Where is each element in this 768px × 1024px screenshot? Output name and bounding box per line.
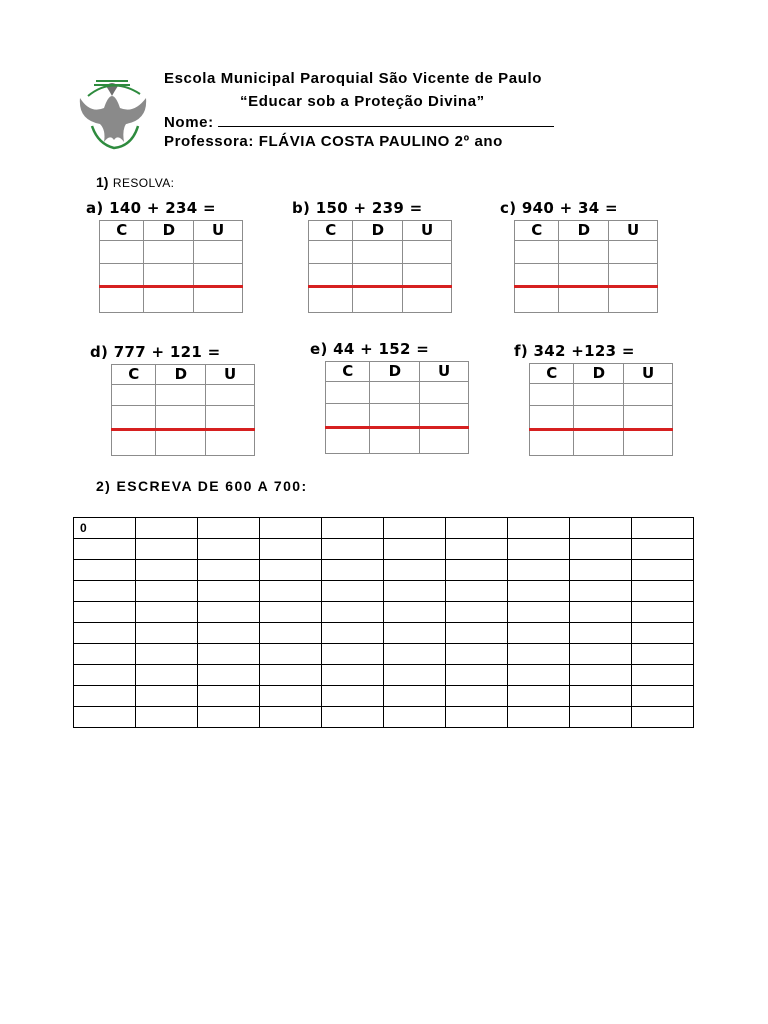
grid-cell[interactable] bbox=[74, 623, 136, 644]
grid-cell[interactable] bbox=[508, 602, 570, 623]
answer-cell[interactable] bbox=[403, 241, 452, 264]
grid-cell[interactable] bbox=[198, 644, 260, 665]
grid-cell[interactable] bbox=[74, 539, 136, 560]
grid-row bbox=[74, 665, 694, 686]
result-cell[interactable] bbox=[515, 287, 559, 313]
grid-cell[interactable] bbox=[260, 518, 322, 539]
grid-cell[interactable] bbox=[446, 602, 508, 623]
grid-cell[interactable] bbox=[384, 518, 446, 539]
result-cell[interactable] bbox=[353, 287, 403, 313]
answer-cell[interactable] bbox=[194, 264, 243, 287]
grid-cell[interactable] bbox=[322, 665, 384, 686]
column-c: C bbox=[112, 365, 156, 385]
problem-label: b) 150 + 239 = bbox=[292, 199, 423, 217]
student-name-row bbox=[164, 113, 554, 131]
problem-label: f) 342 +123 = bbox=[514, 342, 635, 360]
answer-cell[interactable] bbox=[353, 264, 403, 287]
result-cell[interactable] bbox=[194, 287, 243, 313]
answer-cell[interactable] bbox=[326, 404, 370, 428]
grid-cell[interactable] bbox=[446, 665, 508, 686]
cdu-table bbox=[325, 361, 469, 454]
grid-row bbox=[74, 518, 694, 539]
grid-cell[interactable] bbox=[570, 539, 632, 560]
grid-cell[interactable] bbox=[446, 644, 508, 665]
grid-cell[interactable] bbox=[446, 539, 508, 560]
grid-row bbox=[74, 644, 694, 665]
answer-cell[interactable] bbox=[403, 264, 452, 287]
result-cell[interactable] bbox=[574, 430, 624, 456]
grid-cell[interactable] bbox=[74, 602, 136, 623]
grid-row bbox=[74, 602, 694, 623]
school-name: Escola Municipal Paroquial São Vicente de Paulo bbox=[164, 70, 543, 87]
answer-cell[interactable] bbox=[530, 406, 574, 430]
column-u: U bbox=[403, 221, 452, 241]
result-cell[interactable] bbox=[370, 428, 420, 454]
grid-cell[interactable] bbox=[74, 644, 136, 665]
grid-cell[interactable] bbox=[198, 518, 260, 539]
grid-cell[interactable] bbox=[322, 686, 384, 707]
answer-cell[interactable] bbox=[144, 264, 194, 287]
grid-cell[interactable] bbox=[74, 665, 136, 686]
grid-cell[interactable] bbox=[198, 539, 260, 560]
answer-cell[interactable] bbox=[420, 404, 469, 428]
answer-cell[interactable] bbox=[624, 384, 673, 406]
student-name-label: Nome: bbox=[164, 114, 214, 131]
grid-cell[interactable] bbox=[322, 644, 384, 665]
grid-cell[interactable] bbox=[136, 665, 198, 686]
answer-cell[interactable] bbox=[326, 382, 370, 404]
grid-row bbox=[74, 560, 694, 581]
grid-cell[interactable] bbox=[384, 581, 446, 602]
grid-cell[interactable] bbox=[260, 644, 322, 665]
problem-label: c) 940 + 34 = bbox=[500, 199, 618, 217]
grid-cell[interactable] bbox=[136, 539, 198, 560]
grid-cell[interactable] bbox=[198, 581, 260, 602]
result-cell[interactable] bbox=[420, 428, 469, 454]
grid-row bbox=[74, 539, 694, 560]
cdu-table bbox=[514, 220, 658, 313]
grid-cell[interactable] bbox=[570, 560, 632, 581]
result-cell[interactable] bbox=[624, 430, 673, 456]
question-2-title: 2) ESCREVA DE 600 A 700: bbox=[96, 478, 308, 494]
answer-cell[interactable] bbox=[370, 404, 420, 428]
question-1-number: 1) bbox=[96, 174, 109, 190]
question-1-title bbox=[96, 174, 174, 192]
grid-cell[interactable] bbox=[384, 686, 446, 707]
grid-cell[interactable] bbox=[508, 686, 570, 707]
answer-cell[interactable] bbox=[353, 241, 403, 264]
result-cell[interactable] bbox=[403, 287, 452, 313]
grid-cell[interactable] bbox=[136, 560, 198, 581]
grid-cell[interactable] bbox=[136, 644, 198, 665]
column-c: C bbox=[326, 362, 370, 382]
grid-row bbox=[74, 623, 694, 644]
answer-cell[interactable] bbox=[574, 384, 624, 406]
answer-cell[interactable] bbox=[112, 406, 156, 430]
grid-cell[interactable] bbox=[322, 623, 384, 644]
column-d: D bbox=[353, 221, 403, 241]
grid-cell[interactable] bbox=[136, 707, 198, 728]
grid-cell[interactable] bbox=[322, 560, 384, 581]
grid-cell[interactable] bbox=[570, 602, 632, 623]
grid-cell[interactable] bbox=[322, 539, 384, 560]
cdu-table bbox=[99, 220, 243, 313]
result-cell[interactable] bbox=[144, 287, 194, 313]
grid-cell[interactable] bbox=[136, 623, 198, 644]
grid-cell[interactable] bbox=[508, 665, 570, 686]
problem-label: e) 44 + 152 = bbox=[310, 340, 430, 358]
school-logo-dove-icon bbox=[70, 74, 154, 154]
student-name-field[interactable] bbox=[218, 113, 554, 127]
answer-cell[interactable] bbox=[515, 241, 559, 264]
grid-cell[interactable] bbox=[570, 623, 632, 644]
problem-label: a) 140 + 234 = bbox=[86, 199, 216, 217]
grid-cell[interactable] bbox=[446, 518, 508, 539]
grid-row bbox=[74, 707, 694, 728]
grid-cell[interactable] bbox=[446, 707, 508, 728]
grid-cell[interactable] bbox=[198, 665, 260, 686]
grid-cell[interactable] bbox=[632, 539, 694, 560]
grid-row bbox=[74, 581, 694, 602]
grid-cell[interactable] bbox=[74, 581, 136, 602]
grid-cell[interactable] bbox=[322, 602, 384, 623]
grid-cell[interactable] bbox=[632, 623, 694, 644]
answer-cell[interactable] bbox=[420, 382, 469, 404]
question-1-text: RESOLVA: bbox=[112, 176, 175, 190]
grid-cell[interactable] bbox=[508, 707, 570, 728]
answer-cell[interactable] bbox=[370, 382, 420, 404]
grid-cell[interactable] bbox=[322, 707, 384, 728]
grid-cell[interactable] bbox=[570, 518, 632, 539]
answer-cell[interactable] bbox=[574, 406, 624, 430]
grid-cell[interactable] bbox=[570, 581, 632, 602]
grid-cell[interactable] bbox=[198, 602, 260, 623]
answer-cell[interactable] bbox=[144, 241, 194, 264]
grid-cell[interactable] bbox=[446, 623, 508, 644]
grid-cell[interactable] bbox=[632, 560, 694, 581]
column-u: U bbox=[609, 221, 658, 241]
answer-cell[interactable] bbox=[530, 384, 574, 406]
grid-cell[interactable] bbox=[198, 560, 260, 581]
grid-cell[interactable] bbox=[570, 707, 632, 728]
result-cell[interactable] bbox=[100, 287, 144, 313]
cdu-table bbox=[111, 364, 255, 456]
answer-cell[interactable] bbox=[515, 264, 559, 287]
grid-cell[interactable] bbox=[632, 602, 694, 623]
answer-cell[interactable] bbox=[309, 241, 353, 264]
grid-cell[interactable] bbox=[446, 560, 508, 581]
grid-cell[interactable] bbox=[384, 707, 446, 728]
grid-cell[interactable] bbox=[632, 581, 694, 602]
grid-cell[interactable] bbox=[260, 539, 322, 560]
grid-cell[interactable] bbox=[74, 560, 136, 581]
answer-cell[interactable] bbox=[609, 264, 658, 287]
column-c: C bbox=[530, 364, 574, 384]
grid-cell[interactable] bbox=[632, 686, 694, 707]
grid-cell[interactable] bbox=[384, 665, 446, 686]
grid-cell[interactable] bbox=[198, 707, 260, 728]
column-u: U bbox=[624, 364, 673, 384]
cdu-table bbox=[529, 363, 673, 456]
answer-cell[interactable] bbox=[156, 385, 206, 406]
cdu-table bbox=[308, 220, 452, 313]
grid-cell[interactable] bbox=[570, 686, 632, 707]
result-cell[interactable] bbox=[206, 430, 255, 456]
grid-cell[interactable] bbox=[632, 665, 694, 686]
grid-cell[interactable] bbox=[446, 686, 508, 707]
grid-cell[interactable] bbox=[198, 686, 260, 707]
answer-cell[interactable] bbox=[309, 264, 353, 287]
result-cell[interactable] bbox=[309, 287, 353, 313]
column-d: D bbox=[156, 365, 206, 385]
answer-cell[interactable] bbox=[609, 241, 658, 264]
grid-cell[interactable] bbox=[136, 518, 198, 539]
column-c: C bbox=[309, 221, 353, 241]
grid-cell[interactable] bbox=[384, 539, 446, 560]
result-cell[interactable] bbox=[559, 287, 609, 313]
grid-cell[interactable]: 0 bbox=[74, 518, 136, 539]
answer-cell[interactable] bbox=[206, 385, 255, 406]
answer-cell[interactable] bbox=[559, 264, 609, 287]
answer-cell[interactable] bbox=[100, 241, 144, 264]
grid-cell[interactable] bbox=[260, 623, 322, 644]
answer-cell[interactable] bbox=[624, 406, 673, 430]
grid-cell[interactable] bbox=[136, 581, 198, 602]
grid-cell[interactable] bbox=[508, 623, 570, 644]
grid-cell[interactable] bbox=[260, 560, 322, 581]
grid-cell[interactable] bbox=[74, 686, 136, 707]
column-u: U bbox=[206, 365, 255, 385]
grid-cell[interactable] bbox=[322, 581, 384, 602]
column-d: D bbox=[370, 362, 420, 382]
grid-cell[interactable] bbox=[384, 602, 446, 623]
result-cell[interactable] bbox=[326, 428, 370, 454]
result-cell[interactable] bbox=[156, 430, 206, 456]
column-d: D bbox=[574, 364, 624, 384]
grid-cell[interactable] bbox=[260, 602, 322, 623]
number-writing-grid bbox=[73, 517, 694, 728]
column-c: C bbox=[100, 221, 144, 241]
result-cell[interactable] bbox=[530, 430, 574, 456]
grid-cell[interactable] bbox=[260, 686, 322, 707]
grid-cell[interactable] bbox=[384, 560, 446, 581]
grid-cell[interactable] bbox=[508, 644, 570, 665]
grid-cell[interactable] bbox=[136, 602, 198, 623]
column-d: D bbox=[144, 221, 194, 241]
problem-label: d) 777 + 121 = bbox=[90, 343, 221, 361]
grid-cell[interactable] bbox=[260, 665, 322, 686]
answer-cell[interactable] bbox=[100, 264, 144, 287]
column-d: D bbox=[559, 221, 609, 241]
grid-cell[interactable] bbox=[198, 623, 260, 644]
teacher-line: Professora: FLÁVIA COSTA PAULINO 2º ano bbox=[164, 133, 503, 150]
grid-cell[interactable] bbox=[632, 644, 694, 665]
grid-row bbox=[74, 686, 694, 707]
school-motto: “Educar sob a Proteção Divina” bbox=[240, 93, 485, 110]
grid-cell[interactable] bbox=[384, 623, 446, 644]
result-cell[interactable] bbox=[112, 430, 156, 456]
grid-cell[interactable] bbox=[508, 581, 570, 602]
answer-cell[interactable] bbox=[194, 241, 243, 264]
column-u: U bbox=[420, 362, 469, 382]
grid-cell[interactable] bbox=[74, 707, 136, 728]
grid-cell[interactable] bbox=[570, 644, 632, 665]
grid-cell[interactable] bbox=[260, 581, 322, 602]
grid-cell[interactable] bbox=[322, 518, 384, 539]
grid-cell[interactable] bbox=[384, 644, 446, 665]
grid-cell[interactable] bbox=[508, 518, 570, 539]
grid-cell[interactable] bbox=[508, 539, 570, 560]
result-cell[interactable] bbox=[609, 287, 658, 313]
column-u: U bbox=[194, 221, 243, 241]
answer-cell[interactable] bbox=[206, 406, 255, 430]
column-c: C bbox=[515, 221, 559, 241]
answer-cell[interactable] bbox=[156, 406, 206, 430]
answer-cell[interactable] bbox=[559, 241, 609, 264]
grid-cell[interactable] bbox=[446, 581, 508, 602]
grid-cell[interactable] bbox=[260, 707, 322, 728]
grid-cell[interactable] bbox=[136, 686, 198, 707]
answer-cell[interactable] bbox=[112, 385, 156, 406]
grid-cell[interactable] bbox=[632, 707, 694, 728]
grid-cell[interactable] bbox=[570, 665, 632, 686]
grid-cell[interactable] bbox=[508, 560, 570, 581]
grid-cell[interactable] bbox=[632, 518, 694, 539]
